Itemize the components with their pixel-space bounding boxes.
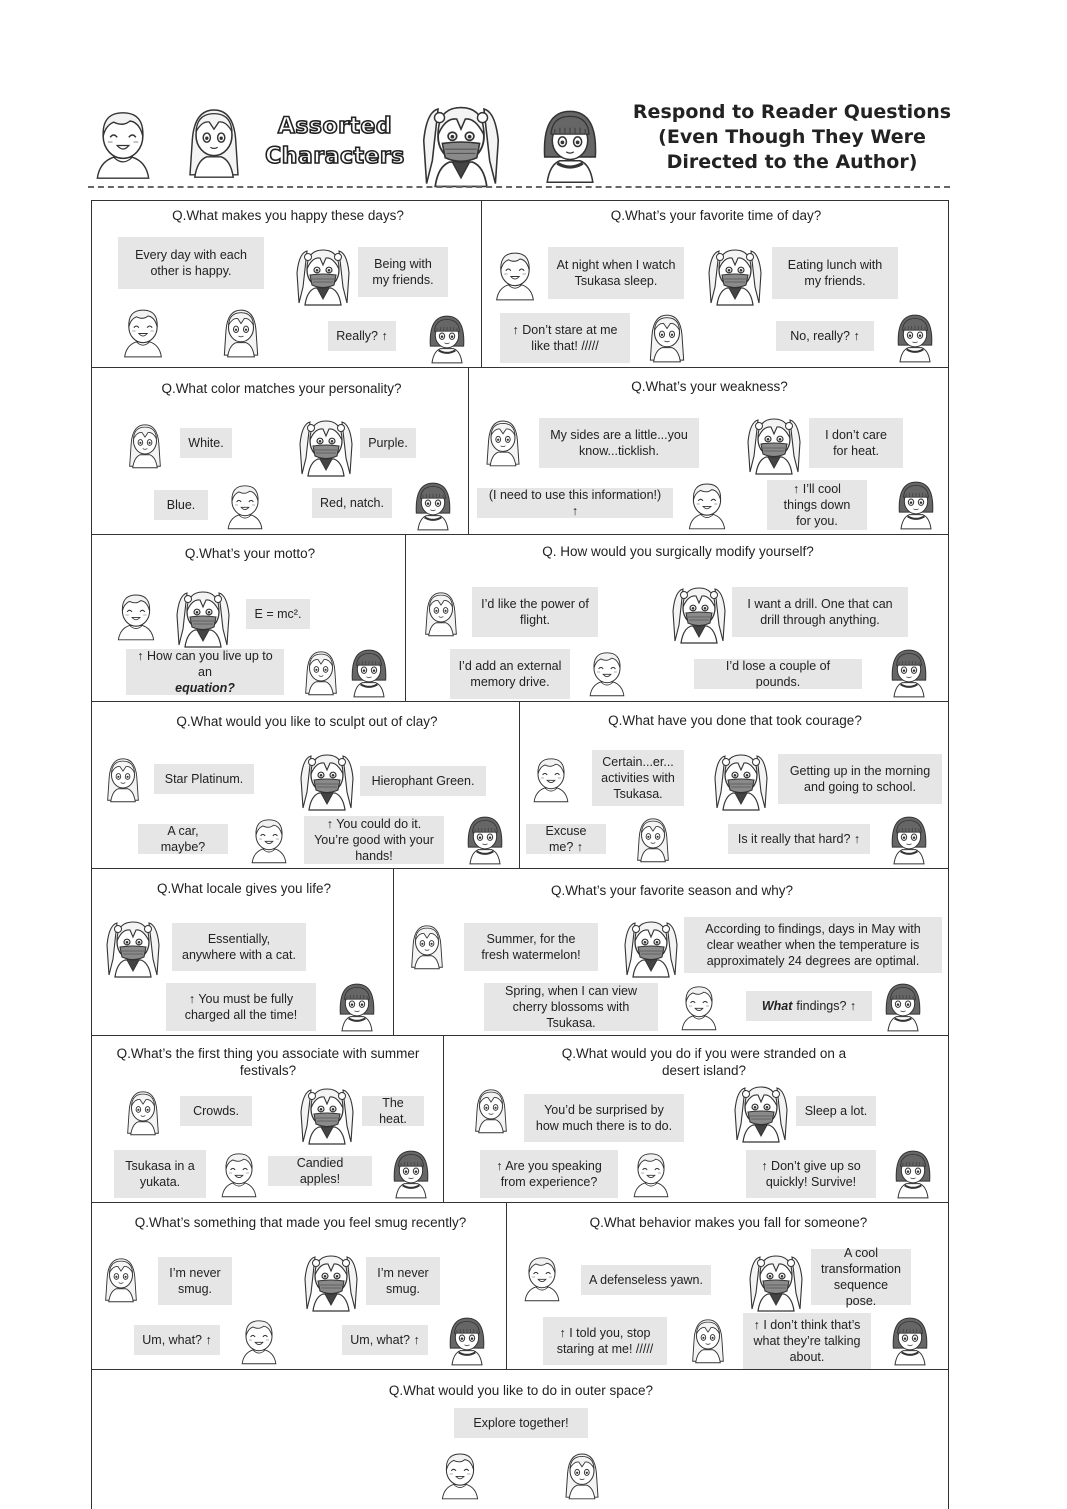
question-text: Q.What’s something that made you feel smug recently? bbox=[134, 1215, 467, 1230]
panel-happy bbox=[91, 200, 483, 368]
character-bob-hair-icon bbox=[532, 98, 608, 188]
character-bob-hair-icon bbox=[386, 1142, 436, 1202]
title-right-line-2: (Even Though They Were bbox=[658, 126, 926, 148]
character-twin-tail-icon bbox=[102, 915, 164, 977]
character-bob-hair-icon bbox=[408, 474, 458, 534]
character-short-hair-icon bbox=[118, 297, 168, 365]
speech-bubble: Essentially, anywhere with a cat. bbox=[172, 923, 306, 971]
speech-bubble: Is it really that hard? ↑ bbox=[728, 824, 870, 854]
character-short-hair-icon bbox=[88, 96, 158, 188]
question-text: Q.What would you like to sculpt out of clay? bbox=[176, 714, 438, 729]
bubble-emphasis: equation? bbox=[175, 681, 235, 695]
character-twin-tail-icon bbox=[743, 412, 805, 474]
panel-modify bbox=[405, 534, 949, 702]
character-long-hair-icon bbox=[216, 297, 266, 365]
panel-smug bbox=[91, 1202, 508, 1370]
speech-bubble: Excuse me? ↑ bbox=[526, 824, 606, 854]
speech-bubble: Candied apples! bbox=[268, 1156, 372, 1186]
character-short-hair-icon bbox=[246, 810, 292, 868]
question-text: Q.What’s your weakness? bbox=[631, 379, 788, 394]
question-text: Q. How would you surgically modify yourself? bbox=[542, 544, 814, 559]
speech-bubble: I’m never smug. bbox=[158, 1257, 232, 1305]
bubble-line: ↑ How can you live up to an bbox=[137, 649, 273, 679]
speech-bubble: My sides are a little...you know...ticklish. bbox=[539, 418, 699, 468]
speech-bubble: ↑ Are you speaking from experience? bbox=[480, 1150, 618, 1198]
speech-bubble: Star Platinum. bbox=[154, 764, 254, 794]
character-long-hair-icon bbox=[98, 1247, 144, 1309]
character-twin-tail-icon bbox=[668, 581, 730, 643]
character-short-hair-icon bbox=[676, 977, 722, 1035]
speech-bubble: I want a drill. One that can drill through anything. bbox=[732, 587, 908, 637]
question-text: Q.What’s the first thing you associate with summer festivals? bbox=[116, 1046, 420, 1078]
speech-bubble: Being with my friends. bbox=[358, 247, 448, 297]
title-line-1: Assorted bbox=[277, 114, 393, 139]
speech-bubble: ↑ Don’t stare at me like that! ///// bbox=[500, 313, 630, 363]
page-title bbox=[622, 100, 962, 175]
panel-weakness bbox=[468, 367, 949, 535]
character-long-hair-icon bbox=[100, 748, 146, 808]
character-long-hair-icon bbox=[642, 305, 692, 367]
speech-bubble: According to findings, days in May with clear weather when the temperature is approximately 24 degrees are optimal. bbox=[684, 917, 942, 973]
character-long-hair-icon bbox=[404, 915, 450, 975]
character-short-hair-icon bbox=[216, 1144, 262, 1202]
character-bob-hair-icon bbox=[890, 305, 940, 367]
question-text: Q.What would you do if you were stranded on a desert island? bbox=[561, 1046, 847, 1078]
question-text: Q.What’s your favorite season and why? bbox=[550, 883, 794, 898]
speech-bubble: The heat. bbox=[362, 1096, 424, 1126]
character-twin-tail-icon bbox=[296, 414, 356, 476]
panel-outer-space bbox=[91, 1369, 949, 1509]
character-twin-tail-icon bbox=[292, 243, 354, 305]
panel-island bbox=[443, 1035, 949, 1203]
speech-bubble: I’d like the power of flight. bbox=[472, 587, 598, 637]
title-right-line-3: Directed to the Author) bbox=[666, 151, 918, 173]
character-bob-hair-icon bbox=[884, 641, 934, 701]
speech-bubble: ↑ I’ll cool things down for you. bbox=[767, 480, 867, 530]
speech-bubble: Crowds. bbox=[180, 1096, 252, 1126]
character-bob-hair-icon bbox=[888, 1142, 938, 1202]
character-long-hair-icon bbox=[120, 1080, 166, 1142]
question-text: Q.What have you done that took courage? bbox=[608, 713, 862, 728]
character-long-hair-icon bbox=[685, 1309, 731, 1369]
character-long-hair-icon bbox=[479, 410, 527, 472]
panel-time-of-day bbox=[481, 200, 949, 368]
panel-season bbox=[393, 868, 949, 1036]
character-short-hair-icon bbox=[683, 474, 731, 534]
question-text: Q.What behavior makes you fall for someone? bbox=[589, 1215, 868, 1230]
speech-bubble: At night when I watch Tsukasa sleep. bbox=[548, 247, 684, 299]
character-bob-hair-icon bbox=[422, 307, 472, 367]
character-twin-tail-icon bbox=[300, 1249, 362, 1311]
character-bob-hair-icon bbox=[891, 472, 941, 534]
speech-bubble: Eating lunch with my friends. bbox=[772, 247, 898, 299]
character-twin-tail-icon bbox=[296, 748, 358, 810]
character-twin-tail-icon bbox=[710, 748, 772, 810]
speech-bubble: ↑ You could do it. You’re good with your hands! bbox=[304, 816, 444, 864]
character-short-hair-icon bbox=[528, 748, 574, 808]
speech-bubble: Red, natch. bbox=[312, 488, 392, 518]
character-twin-tail-icon bbox=[172, 585, 234, 647]
question-text: Q.What would you like to do in outer space? bbox=[388, 1383, 654, 1398]
character-long-hair-icon bbox=[122, 414, 168, 474]
character-twin-tail-icon bbox=[296, 1082, 358, 1144]
speech-bubble: Blue. bbox=[154, 490, 208, 520]
speech-bubble: Summer, for the fresh watermelon! bbox=[464, 923, 598, 971]
bubble-line: findings? ↑ bbox=[796, 999, 857, 1013]
character-bob-hair-icon bbox=[344, 641, 394, 701]
speech-bubble: ↑ You must be fully charged all the time! bbox=[166, 983, 316, 1031]
character-twin-tail-icon bbox=[730, 1080, 792, 1142]
speech-bubble: I’d add an external memory drive. bbox=[450, 649, 570, 699]
panel-festivals bbox=[91, 1035, 445, 1203]
character-long-hair-icon bbox=[178, 92, 250, 188]
question-text: Q.What’s your motto? bbox=[184, 546, 316, 561]
character-twin-tail-icon bbox=[745, 1249, 807, 1311]
speech-bubble: You’d be surprised by how much there is to do. bbox=[524, 1094, 684, 1142]
speech-bubble: Explore together! bbox=[454, 1408, 588, 1438]
speech-bubble: Certain...er... activities with Tsukasa. bbox=[592, 750, 684, 806]
speech-bubble: Um, what? ↑ bbox=[342, 1325, 428, 1355]
speech-bubble: Um, what? ↑ bbox=[134, 1325, 220, 1355]
panel-courage bbox=[519, 701, 949, 869]
character-long-hair-icon bbox=[418, 581, 464, 643]
assorted-characters-title bbox=[256, 112, 414, 172]
question-text: Q.What locale gives you life? bbox=[156, 881, 332, 896]
speech-bubble: Sleep a lot. bbox=[796, 1096, 876, 1126]
question-text: Q.What makes you happy these days? bbox=[172, 208, 404, 223]
speech-bubble bbox=[126, 649, 284, 695]
character-bob-hair-icon bbox=[878, 975, 928, 1035]
character-long-hair-icon bbox=[298, 641, 344, 701]
character-long-hair-icon bbox=[630, 808, 676, 868]
title-line-2: Characters bbox=[265, 144, 405, 169]
panel-locale bbox=[91, 868, 395, 1036]
speech-bubble: Hierophant Green. bbox=[360, 766, 486, 796]
speech-bubble: Getting up in the morning and going to school. bbox=[778, 754, 942, 804]
speech-bubble: Really? ↑ bbox=[328, 321, 396, 351]
character-short-hair-icon bbox=[584, 643, 630, 701]
character-bob-hair-icon bbox=[460, 808, 510, 868]
speech-bubble: A car, maybe? bbox=[138, 824, 228, 854]
speech-bubble: A defenseless yawn. bbox=[581, 1265, 711, 1295]
character-short-hair-icon bbox=[436, 1446, 484, 1502]
speech-bubble: I don’t care for heat. bbox=[809, 418, 903, 468]
character-short-hair-icon bbox=[490, 243, 540, 305]
header-divider bbox=[88, 186, 950, 188]
character-short-hair-icon bbox=[112, 585, 160, 645]
character-long-hair-icon bbox=[468, 1078, 514, 1140]
character-bob-hair-icon bbox=[885, 1309, 935, 1369]
character-bob-hair-icon bbox=[332, 975, 382, 1035]
speech-bubble: I’m never smug. bbox=[366, 1257, 440, 1305]
question-text: Q.What color matches your personality? bbox=[161, 381, 402, 396]
speech-bubble: Spring, when I can view cherry blossoms with Tsukasa. bbox=[484, 983, 658, 1031]
question-text: Q.What’s your favorite time of day? bbox=[610, 208, 822, 223]
panel-fall-for bbox=[506, 1202, 949, 1370]
speech-bubble: Tsukasa in a yukata. bbox=[114, 1150, 206, 1198]
speech-bubble: No, really? ↑ bbox=[776, 321, 874, 351]
character-short-hair-icon bbox=[628, 1144, 674, 1202]
speech-bubble: White. bbox=[180, 428, 232, 458]
speech-bubble: (I need to use this information!) ↑ bbox=[477, 488, 673, 518]
speech-bubble bbox=[746, 991, 872, 1021]
character-twin-tail-icon bbox=[704, 243, 766, 305]
character-short-hair-icon bbox=[236, 1311, 282, 1369]
panel-motto bbox=[91, 534, 407, 702]
panel-clay bbox=[91, 701, 521, 869]
panel-color bbox=[91, 367, 470, 535]
speech-bubble: A cool transformation sequence pose. bbox=[811, 1249, 911, 1305]
character-twin-tail-icon bbox=[620, 915, 682, 977]
speech-bubble: ↑ I don’t think that’s what they’re talking about. bbox=[743, 1313, 871, 1369]
character-long-hair-icon bbox=[558, 1446, 606, 1502]
bubble-emphasis: What bbox=[761, 999, 793, 1013]
speech-bubble: I’d lose a couple of pounds. bbox=[694, 659, 862, 689]
character-bob-hair-icon bbox=[884, 808, 934, 868]
speech-bubble: Every day with each other is happy. bbox=[118, 237, 264, 289]
speech-bubble: ↑ I told you, stop staring at me! ///// bbox=[543, 1317, 667, 1365]
character-bob-hair-icon bbox=[442, 1309, 492, 1369]
character-short-hair-icon bbox=[519, 1247, 565, 1307]
character-twin-tail-icon bbox=[418, 96, 504, 188]
character-short-hair-icon bbox=[222, 476, 268, 534]
title-right-line-1: Respond to Reader Questions bbox=[632, 101, 952, 123]
speech-bubble: ↑ Don’t give up so quickly! Survive! bbox=[746, 1150, 876, 1198]
speech-bubble: Purple. bbox=[360, 428, 416, 458]
speech-bubble: E = mc². bbox=[246, 599, 310, 629]
